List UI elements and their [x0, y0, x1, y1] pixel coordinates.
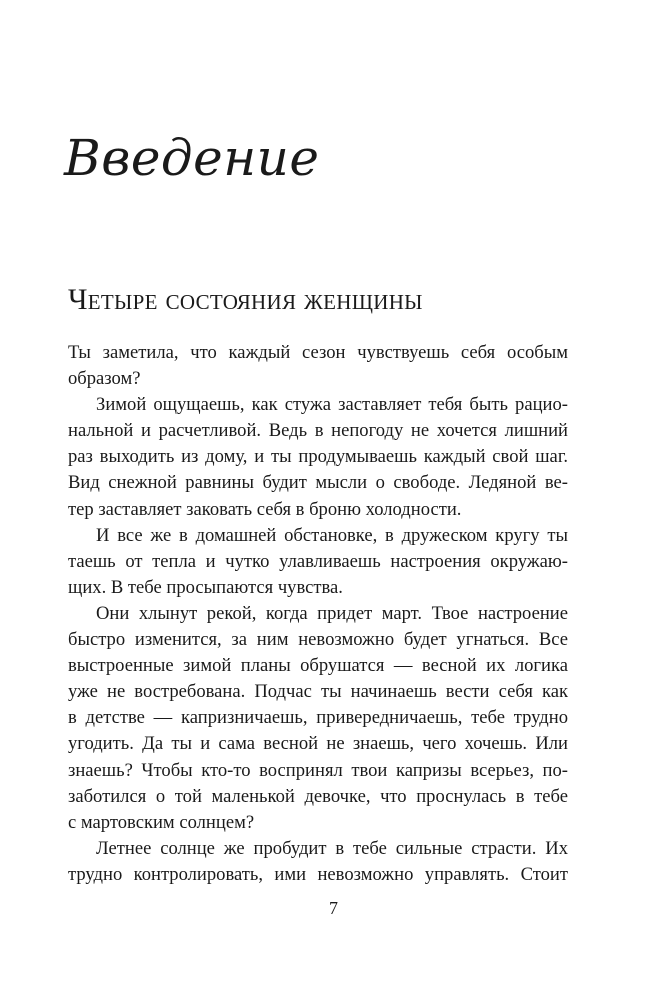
text-line: трудно контролировать, ими невозможно управлять. Стоит: [68, 863, 568, 885]
text-line: Ты заметила, что каждый сезон чувствуешь себя особым: [68, 342, 568, 363]
chapter-title: Введение: [64, 129, 320, 187]
text-line: уже не востребована. Подчас ты начинаешь вести себя как: [68, 681, 568, 703]
text-line: знаешь? Чтобы кто-то воспринял твои капризы всерьез, по-: [68, 759, 568, 781]
text-line: быстро изменится, за ним невозможно будет угнаться. Все: [68, 629, 568, 651]
text-line: Вид снежной равнины будит мысли о свободе. Ледяной ве-: [68, 472, 568, 494]
text-line: раз выходить из дому, и ты продумываешь каждый свой шаг.: [68, 446, 568, 468]
section-title: Четыре состояния женщины: [68, 283, 423, 316]
text-line: Они хлынут рекой, когда придет март. Твое настроение: [96, 602, 568, 624]
text-line: Зимой ощущаешь, как стужа заставляет тебя быть рацио-: [96, 394, 568, 416]
text-line: тер заставляет заковать себя в броню холодности.: [68, 498, 462, 520]
text-line: заботился о той маленькой девочке, что проснулась в тебе: [68, 785, 568, 807]
text-line: Летнее солнце же пробудит в тебе сильные страсти. Их: [96, 837, 568, 859]
text-line: И все же в домашней обстановке, в дружеском кругу ты: [96, 524, 568, 546]
text-line: таешь от тепла и чутко улавливаешь настроения окружаю-: [68, 550, 568, 572]
text-line: в детстве — капризничаешь, привередничаешь, тебе трудно: [68, 707, 568, 729]
text-line: образом?: [68, 368, 141, 390]
text-line: нальной и расчетливой. Ведь в непогоду не хочется лишний: [68, 420, 568, 442]
page-number: 7: [329, 898, 338, 918]
text-line: с мартовским солнцем?: [68, 811, 255, 833]
text-line: щих. В тебе просыпаются чувства.: [68, 576, 343, 598]
text-line: выстроенные зимой планы обрушатся — весной их логика: [68, 655, 568, 677]
text-line: угодить. Да ты и сама весной не знаешь, чего хочешь. Или: [68, 733, 568, 755]
body-text: [68, 340, 568, 888]
